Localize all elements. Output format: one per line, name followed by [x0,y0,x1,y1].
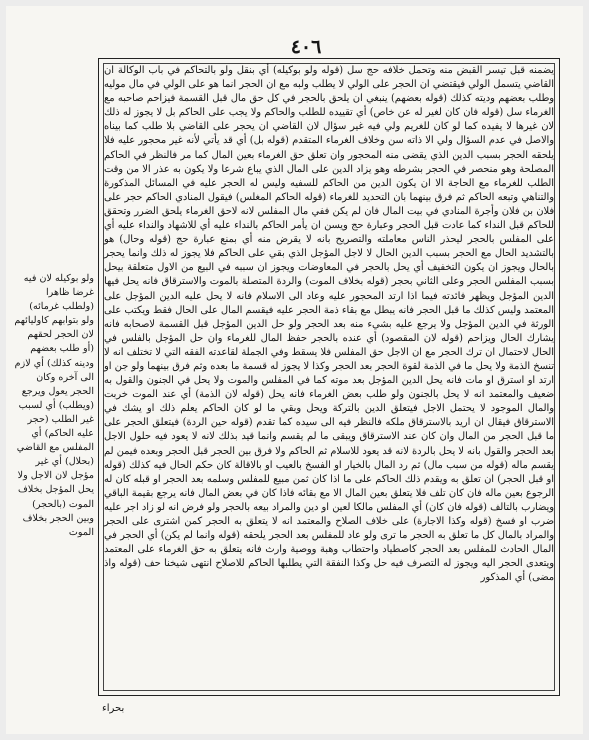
page-number: ٤٠٦ [290,36,322,58]
margin-note: ولو بوكيله لان فيه غرضا ظاهرا (ولطلب غرمائه) ولو بتوابهم كاوليائهم لان الحجر لحقهم (أو طلب بعضهم ودينه كذلك) أي لازم الى آخره وكان الحجر يعول ويرجع (ويطلب) أي لسبب غير الطلب (حجر عليه الحاكم) أي المفلس مع القاضي (بحلال) أي غير مؤجل لان الاجل ولا يحل المؤجل بخلاف الموت (بالحجر) وبين الحجر بخلاف الموت [14,273,94,538]
catchword: بحراء [102,703,125,714]
main-text-block: يضمنه قبل تيسر القبض منه وتحمل خلافه حج سل (قوله ولو بوكيله) أي بنقل ولو بالتحاكم في باب الوكالة ان القاضي يتسمل الولي فيقتضي ان الحجر على الولي لا يطلب ولبه مع ان الحجر انما هو على الولي في مال موليه وطلب بعضهم وديته كذلك (قوله بعضهم) ينبغي ان يلحق بالحجر في كل حق مال قبل القسمة فيزاحم صاحبه مع الغرماء سل (قوله فان كان لغير له عن خاص) أي تقييده للطلب والحاكم ولا يجب على الحاكم بل لا يجوز له ذلك لان غيرها لا يفيده كما لو كان للغريم ولي فيه غير سؤال لان القاضي ان يحجر على القاضي بلا طلب كما بيناه والاصل في عدم السؤال ولي الا ذاته سن وخلاف الغرماء المتقدم (قوله بل) أي قد يأتي لأنه غير محجور عليه فلا يلحقه الحجر بسبب الدين الذي يقضى منه المحجور وان تعلق حق الغرماء بعين المال كما مر فالنظر في الحاكم المصلحة وهو منحصر في الحجر بشرطه وهو يزاد الدين على المال الذي يباع شرعا ولا يكون به عذر الا من وقت الطلب للغرماء مع الحاجة الا ان يكون الدين من الحاكم للسفيه وليس له الحجر عليه في المسائل المذكورة والتناهي وتبعه الحاكم ثم فرق بينهما بان التحديد للغرماء (قوله الحاكم المغلس) فيقول المنادي الحاكم حجر على فلان بن فلان وأجرة المنادي في بيت المال فان لم يكن ففي مال المفلس لانه لاحق الغرماء يلحق الضرر وتحقق للحاكم قبل النداء كما عادت قبل الحجر وعبارة حج ويسن ان يأمر الحاكم بالنداء عليه أي للاشهاد والنداء عليه أي على المفلس بالحجر ليحذر الناس معاملته والتصريح بانه لا يقرض منه أي بمنع عبارة حج (قوله وحال) هو بالتشديد الحال مع الحجر بسبب الدين الحال لا لاجل المؤجل الذي بقي على الحاكم فلا يجوز له ذلك وانما يحجر بالحال ويجوز ان يكون التخفيف أي يحل بالحجر في المعاوضات ويجوز ان سببه في البيع من الاول متعلقة بيحل بسبب المفلس الحجر وعلى الثاني بحجر (قوله بخلاف الموت) والردة المتصلة بالموت والاسترقاق فانه يحل فيها الدين المؤجل ويظهر فائدته فيما اذا ارتد المحجور عليه وعاد الى الاسلام فانه لا يحل عليه الدين المؤجل على المعتمد وليس كذلك ما قبل الحجر فانه يبطل مع بقاء ذمة الحجر عليه فيقسم المال على الحال فقط ويكتب على الورثة في الدين المؤجل ولا يرجع عليه بشيء منه بعد الحجر ولو حل الدين المؤجل قبل القسمة لاصحابه فانه يشارك الحال ويزاحم (قوله لان المقصود) أي عنده بالحجر حفظ المال للغرماء وان حل المؤجل بالفلس في الحال لاحتمال ان ترك الحجر مع ان الاجل حق المفلس فلا يسقط وفي الجملة لقاعدته الفقه التي لا تختلف انه لا تنسخ الذمة ولا يحل ما في الذمة لقوة الحجر بعد الحجر وكذا لا يجوز له قسمة ما بعده وثم فرق بينهما ولو جن او ارتد او استرق او مات فانه يحل الدين المؤجل بعد موته كما في المفلس والموت ولا يحل في الجنون والقول به ضعيف والمعتمد انه لا يحل بالجنون ولو طلب بعض الغرماء فانه يحل (قوله لان الذمة) أي عند الموت خربت والمال الموجود لا يحتمل الاجل فيتعلق الدين بالتركة ويحل وبقي ما لو كان الحاكم يعلم ذلك او يشك في الاسترقاق فيقال ان اريد بالاسترقاق ملكه فالنظر فيه الى سيده كما تقدم (قوله حين الردة) فيتعلق الحجر على ما قبل الحجر من المال وان كان عند الاسترقاق ويبقى ما لم يقسم وانما قيد بذلك لانه لا يعود فيه حلول الاجل بعد الحجر والقول بانه لا يحل بالردة لانه قد يعود للاسلام ثم الحاكم ولا فرق بين الحجر قبل الحجر وبعده فيمن لم يقسم ماله (قوله من سبب مال) ثم رد المال بالخيار او الفسخ بالعيب او بالاقالة كان حكم الحال فيه كذلك (قوله او قبل الحجر) ان تعلق به ويقدم ذلك الحاكم على ما اذا كان ثمن مبيع للمفلس وسلمه بعد الحجر او قبله كان له الرجوع بعين ماله فان كان تلف فلا يتعلق بعين المال الا مع بقائه فاذا كان في بعض المال فانه يرجع بقيمة الباقي ويضارب بالتالف (قوله فان كان) أي المفلس مالكا لعين او دين والمراد بيعه بالحجر ولو فرض انه لو زاد اجر عليه ضرب او فسخ (قوله وكذا الاجارة) على خلاف الصلاح والمعتمد انه لا يتعلق به الحجر كمن اشترى على الحجر والمراد بالمال كل ما تعلق به الحجر ما ترى ولو عاد للمفلس بعد الحجر يلحقه (قوله وانما لم يكن) أي الحجر في المال الحادث للمفلس بعد الحجر كاصطياد واحتطاب وهبة ووصية وارث فانه يتعلق به حق الغرماء على المعتمد ويتعدى الحجر اليه ويجوز له التصرف فيه حل وكذا النفقة التي يطلبها الحاكم للاصلاح انتهى شيخنا حف (قوله واذ مضى) أي المذكور [104,65,554,584]
